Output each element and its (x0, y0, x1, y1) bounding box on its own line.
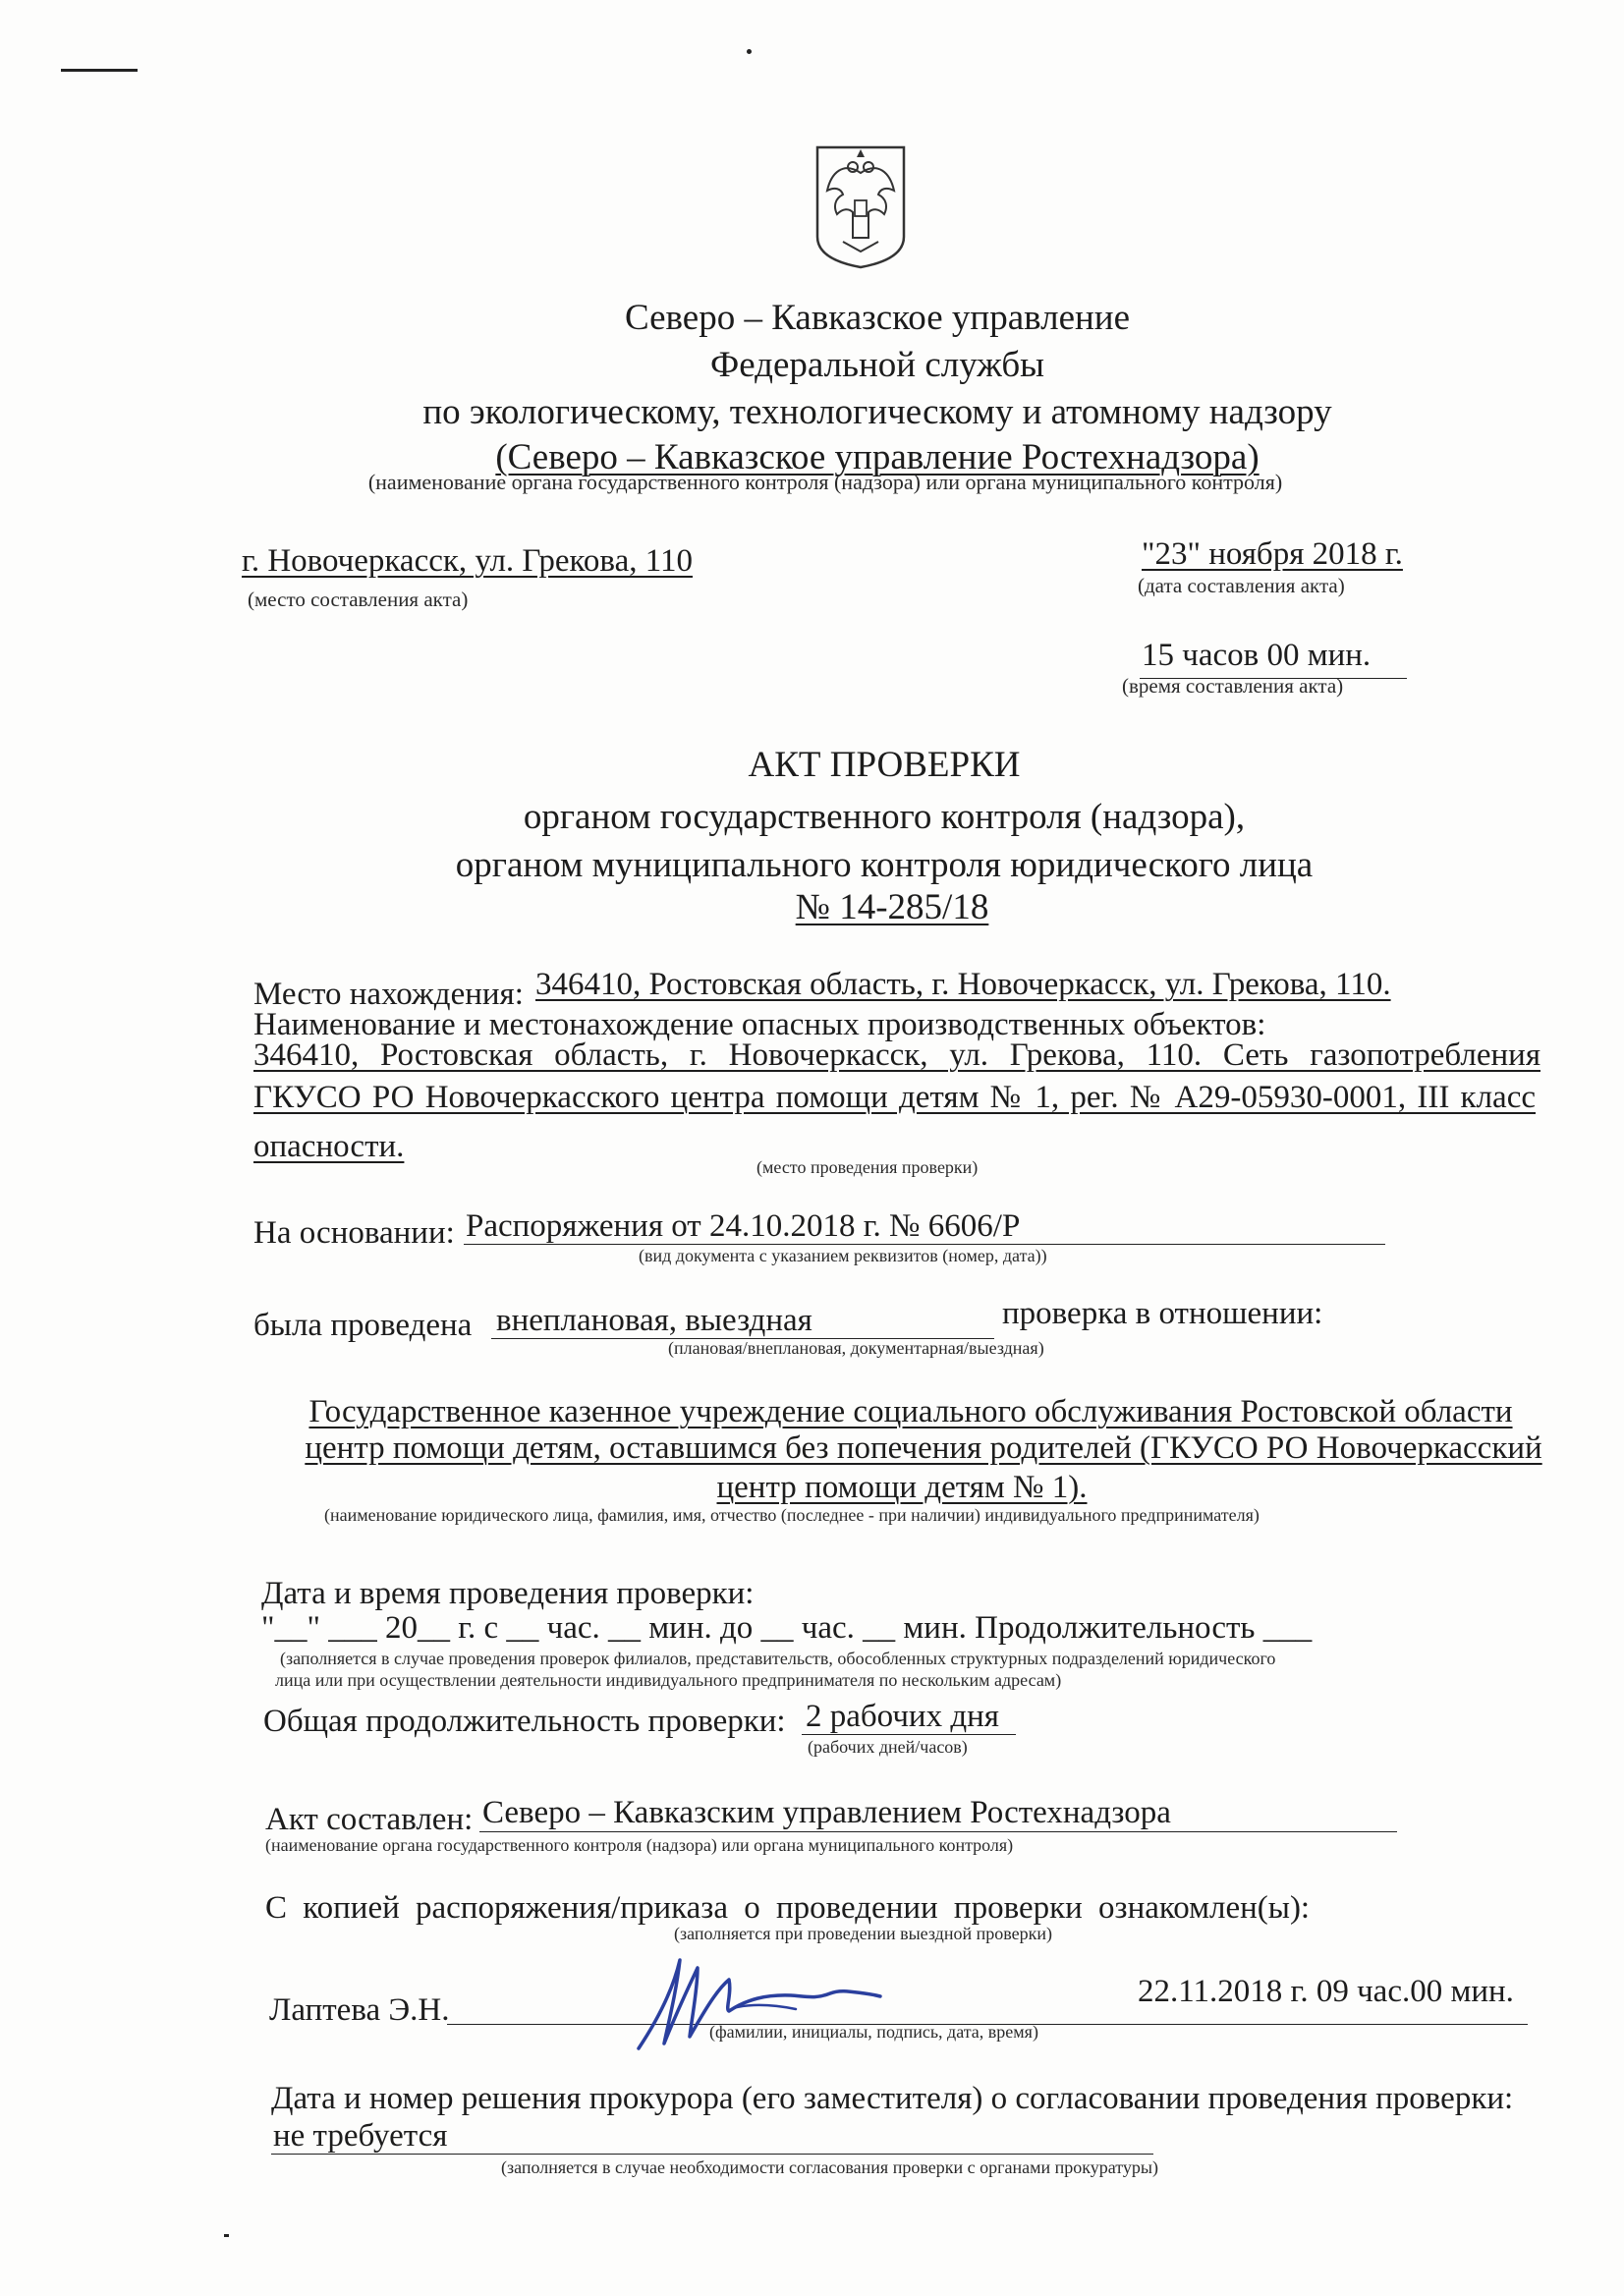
check-datetime-label: Дата и время проведения проверки: (261, 1576, 755, 1611)
scan-mark (61, 69, 138, 72)
place-caption: (место составления акта) (248, 588, 469, 611)
basis-caption: (вид документа с указанием реквизитов (номер, дата)) (639, 1246, 1047, 1265)
inspection-suffix: проверка в отношении: (1002, 1296, 1323, 1331)
org-caption: (наименование органа государственного контроля (надзора) или органа муниципального контроля) (367, 470, 1283, 494)
prosecutor-text: Дата и номер решения прокурора (его заместителя) о согласовании проведения проверки: (271, 2081, 1514, 2116)
location-caption: (место проведения проверки) (756, 1157, 979, 1177)
objects-line-3: опасности. (253, 1129, 405, 1164)
acquainted-name: Лаптева Э.Н. (269, 1992, 450, 2028)
time-caption: (время составления акта) (1122, 674, 1344, 698)
drafted-value: Северо – Кавказским управлением Ростехнадзора (482, 1795, 1171, 1830)
place-value: г. Новочеркасск, ул. Грекова, 110 (242, 543, 693, 579)
scan-dot (747, 49, 752, 54)
drafted-caption: (наименование органа государственного контроля (надзора) или органа муниципального контроля) (265, 1835, 1014, 1855)
entity-caption: (наименование юридического лица, фамилия, имя, отчество (последнее - при наличии) индивидуального предпринимателя) (324, 1505, 1260, 1525)
org-line-3: по экологическому, технологическому и атомному надзору (422, 392, 1332, 432)
duration-label: Общая продолжительность проверки: (263, 1704, 786, 1739)
scan-dot (224, 2234, 229, 2237)
entity-line-2: центр помощи детям, оставшимся без попечения родителей (ГКУСО РО Новочеркасский (305, 1430, 1542, 1466)
act-number: № 14-285/18 (795, 887, 989, 927)
objects-line-2: ГКУСО РО Новочеркасского центра помощи детям № 1, рег. № А29-05930-0001, III класс (253, 1080, 1536, 1115)
check-datetime-caption-1: (заполняется в случае проведения проверок филиалов, представительств, обособленных структурных подразделений юридического (280, 1649, 1276, 1668)
check-datetime-template: "__" ___ 20__ г. с __ час. __ мин. до __ час. __ мин. Продолжительность ___ (261, 1610, 1313, 1646)
acquainted-datetime: 22.11.2018 г. 09 час.00 мин. (1138, 1974, 1514, 2009)
prosecutor-caption: (заполняется в случае необходимости согласования проверки с органами прокуратуры) (501, 2157, 1158, 2177)
acquainted-caption-2: (фамилии, инициалы, подпись, дата, время) (709, 2022, 1038, 2042)
act-title: АКТ ПРОВЕРКИ (748, 745, 1021, 785)
location-value: 346410, Ростовская область, г. Новочеркасск, ул. Грекова, 110. (535, 967, 1391, 1002)
duration-value: 2 рабочих дня (806, 1699, 999, 1734)
signature (619, 1950, 884, 2058)
check-datetime-caption-2: лица или при осуществлении деятельности индивидуального предпринимателя по нескольким адресам) (275, 1670, 1062, 1690)
drafted-label: Акт составлен: (265, 1802, 474, 1837)
objects-label: Наименование и местонахождение опасных производственных объектов: (253, 1007, 1266, 1042)
time-value: 15 часов 00 мин. (1142, 638, 1372, 673)
basis-value: Распоряжения от 24.10.2018 г. № 6606/Р (466, 1208, 1021, 1244)
org-line-2: Федеральной службы (709, 345, 1045, 385)
date-value: "23" ноября 2018 г. (1142, 536, 1403, 572)
acquainted-text: С копией распоряжения/приказа о проведении проверки ознакомлен(ы): (265, 1890, 1311, 1926)
objects-line-1: 346410, Ростовская область, г. Новочеркасск, ул. Грекова, 110. Сеть газопотребления (253, 1037, 1540, 1073)
inspection-label: была проведена (253, 1308, 473, 1343)
act-subtitle-1: органом государственного контроля (надзора), (523, 797, 1246, 837)
act-subtitle-2: органом муниципального контроля юридического лица (455, 845, 1314, 885)
date-caption: (дата составления акта) (1138, 574, 1345, 597)
location-label: Место нахождения: (253, 977, 524, 1012)
prosecutor-value: не требуется (273, 2118, 448, 2154)
entity-line-3: центр помощи детям № 1). (716, 1470, 1088, 1505)
coat-of-arms-icon (813, 143, 908, 271)
basis-label: На основании: (253, 1215, 455, 1251)
duration-caption: (рабочих дней/часов) (808, 1737, 968, 1757)
org-line-1: Северо – Кавказское управление (624, 298, 1131, 338)
entity-line-1: Государственное казенное учреждение социального обслуживания Ростовской области (308, 1394, 1513, 1429)
inspection-caption: (плановая/внеплановая, документарная/выездная) (668, 1338, 1044, 1358)
acquainted-caption: (заполняется при проведении выездной проверки) (674, 1924, 1052, 1943)
org-short-name: (Северо – Кавказское управление Ростехнадзора) (495, 437, 1260, 477)
inspection-value: внеплановая, выездная (496, 1303, 812, 1338)
